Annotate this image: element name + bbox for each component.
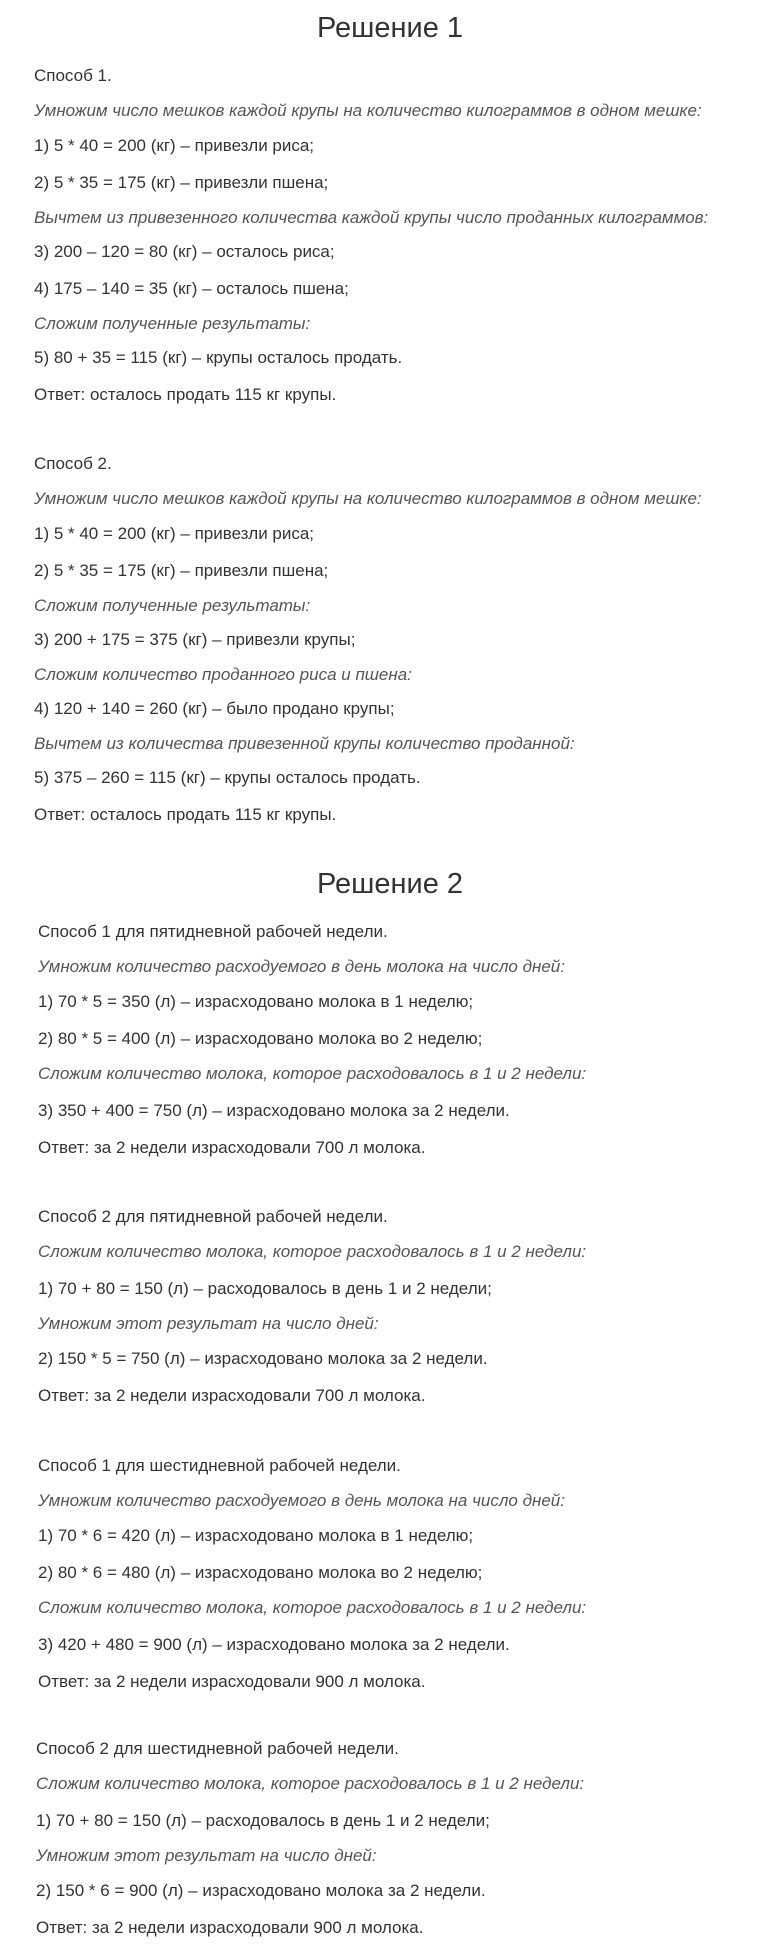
instruction-line: Сложим полученные результаты: [34, 314, 311, 333]
calc-line: 3) 420 + 480 = 900 (л) – израсходовано молока за 2 недели. [38, 1635, 510, 1654]
instruction-line: Вычтем из количества привезенной крупы количество проданной: [34, 734, 575, 753]
instruction-line: Сложим количество молока, которое расходовалось в 1 и 2 недели: [38, 1598, 587, 1617]
calc-line: 2) 5 * 35 = 175 (кг) – привезли пшена; [34, 561, 329, 580]
instruction-line: Умножим этот результат на число дней: [38, 1314, 379, 1333]
instruction-line: Умножим количество расходуемого в день молока на число дней: [38, 1491, 565, 1510]
calc-line: 2) 5 * 35 = 175 (кг) – привезли пшена; [34, 173, 329, 192]
instruction-line: Вычтем из привезенного количества каждой крупы число проданных килограммов: [34, 208, 709, 227]
calc-line: 5) 80 + 35 = 115 (кг) – крупы осталось продать. [34, 348, 403, 367]
calc-line: 1) 5 * 40 = 200 (кг) – привезли риса; [34, 524, 315, 543]
calc-line: 1) 70 + 80 = 150 (л) – расходовалось в день 1 и 2 недели; [38, 1279, 492, 1298]
calc-line: 2) 80 * 5 = 400 (л) – израсходовано молока во 2 неделю; [38, 1029, 483, 1048]
instruction-line: Умножим этот результат на число дней: [36, 1846, 377, 1865]
calc-line: 2) 150 * 6 = 900 (л) – израсходовано молока за 2 недели. [36, 1881, 486, 1900]
instruction-line: Сложим полученные результаты: [34, 596, 311, 615]
calc-line: 4) 120 + 140 = 260 (кг) – было продано крупы; [34, 699, 395, 718]
instruction-line: Сложим количество молока, которое расходовалось в 1 и 2 недели: [38, 1242, 587, 1261]
calc-line: 3) 200 + 175 = 375 (кг) – привезли крупы; [34, 630, 356, 649]
solution-2-title: Решение 2 [316, 868, 464, 900]
calc-line: 2) 150 * 5 = 750 (л) – израсходовано молока за 2 недели. [38, 1349, 488, 1368]
answer-line: Ответ: за 2 недели израсходовали 700 л молока. [38, 1386, 426, 1405]
instruction-line: Умножим число мешков каждой крупы на количество килограммов в одном мешке: [34, 489, 702, 508]
method-heading: Способ 2. [34, 454, 112, 473]
instruction-line: Умножим число мешков каждой крупы на количество килограммов в одном мешке: [34, 101, 702, 120]
calc-line: 3) 350 + 400 = 750 (л) – израсходовано молока за 2 недели. [38, 1101, 510, 1120]
calc-line: 1) 70 + 80 = 150 (л) – расходовалось в день 1 и 2 недели; [36, 1811, 490, 1830]
calc-line: 1) 70 * 6 = 420 (л) – израсходовано молока в 1 неделю; [38, 1526, 474, 1545]
instruction-line: Сложим количество проданного риса и пшена: [34, 665, 412, 684]
answer-line: Ответ: за 2 недели израсходовали 700 л молока. [38, 1138, 426, 1157]
method-heading: Способ 1. [34, 66, 112, 85]
answer-line: Ответ: за 2 недели израсходовали 900 л молока. [38, 1672, 426, 1691]
answer-line: Ответ: за 2 недели израсходовали 900 л молока. [36, 1918, 424, 1937]
calc-line: 3) 200 – 120 = 80 (кг) – осталось риса; [34, 242, 335, 261]
solution-1-title: Решение 1 [316, 12, 464, 44]
instruction-line: Умножим количество расходуемого в день молока на число дней: [38, 957, 565, 976]
instruction-line: Сложим количество молока, которое расходовалось в 1 и 2 недели: [38, 1064, 587, 1083]
method-heading: Способ 2 для пятидневной рабочей недели. [38, 1207, 388, 1226]
calc-line: 4) 175 – 140 = 35 (кг) – осталось пшена; [34, 279, 349, 298]
method-heading: Способ 1 для шестидневной рабочей недели. [38, 1456, 401, 1475]
calc-line: 2) 80 * 6 = 480 (л) – израсходовано молока во 2 неделю; [38, 1563, 483, 1582]
answer-line: Ответ: осталось продать 115 кг крупы. [34, 805, 337, 824]
method-heading: Способ 1 для пятидневной рабочей недели. [38, 922, 388, 941]
calc-line: 5) 375 – 260 = 115 (кг) – крупы осталось продать. [34, 768, 421, 787]
calc-line: 1) 5 * 40 = 200 (кг) – привезли риса; [34, 136, 315, 155]
calc-line: 1) 70 * 5 = 350 (л) – израсходовано молока в 1 неделю; [38, 992, 474, 1011]
method-heading: Способ 2 для шестидневной рабочей недели. [36, 1739, 399, 1758]
answer-line: Ответ: осталось продать 115 кг крупы. [34, 385, 337, 404]
instruction-line: Сложим количество молока, которое расходовалось в 1 и 2 недели: [36, 1774, 585, 1793]
